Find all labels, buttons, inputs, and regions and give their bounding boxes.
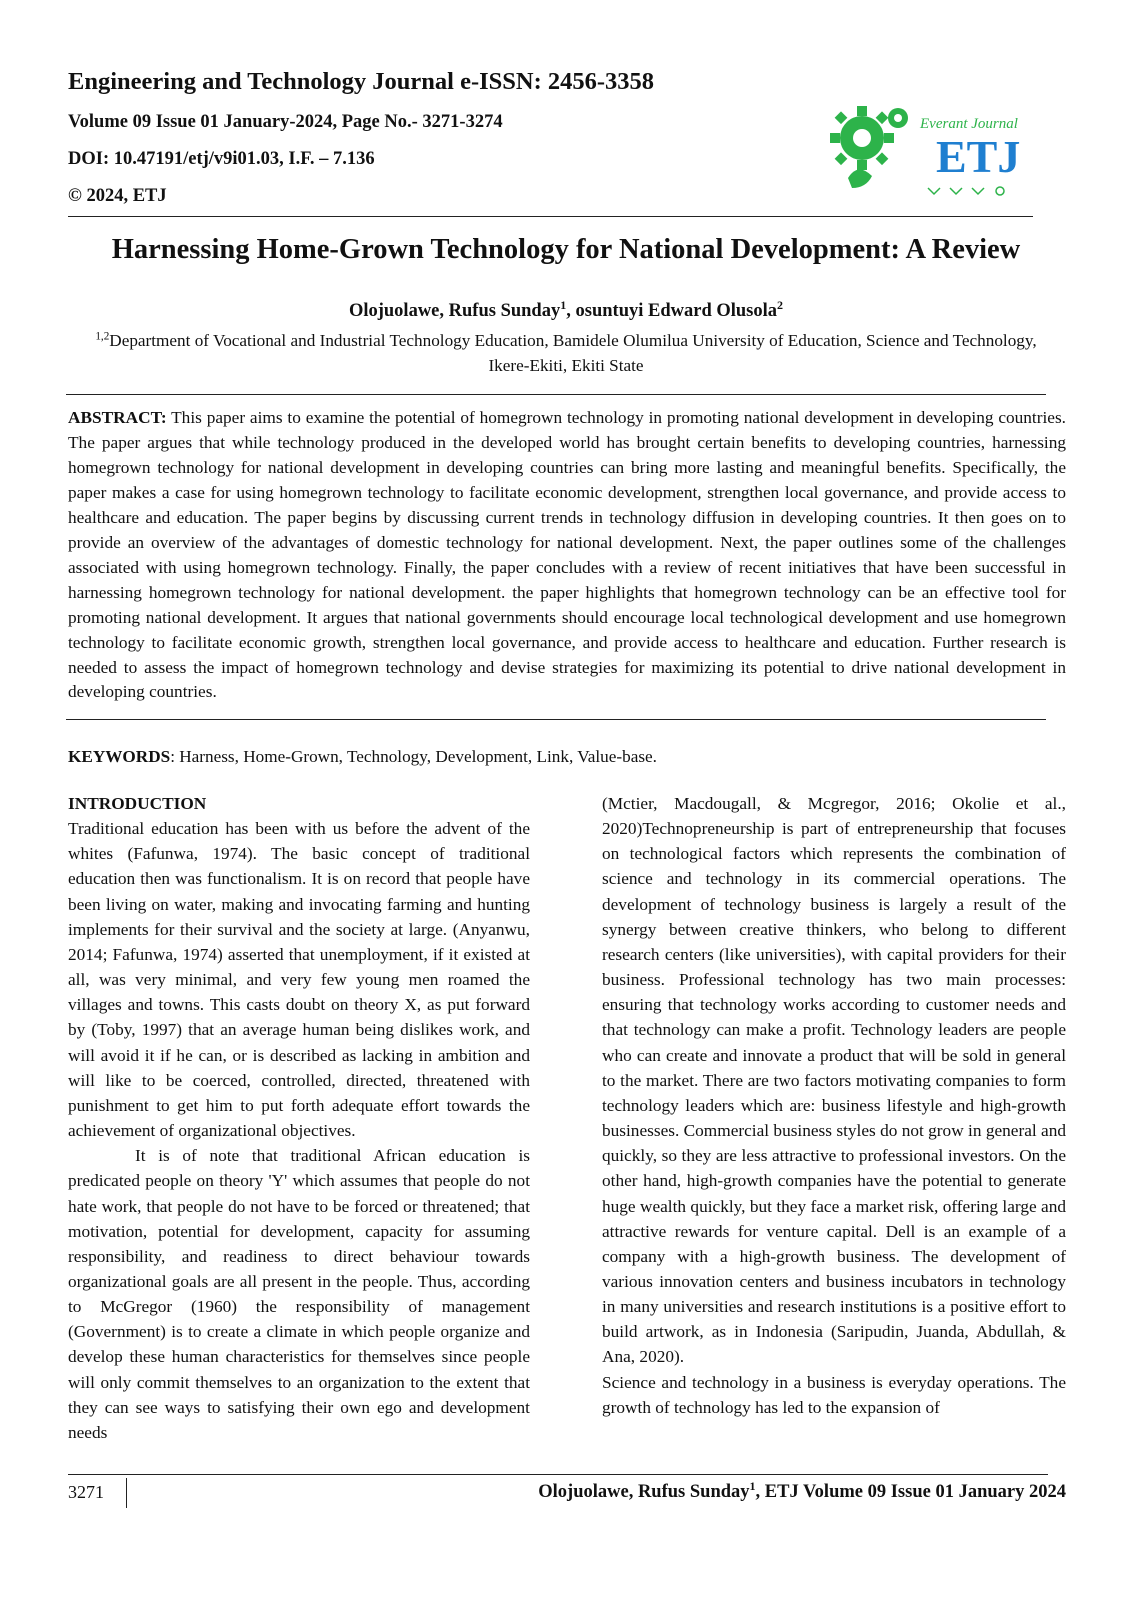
abstract xyxy=(68,406,1066,705)
header-rule xyxy=(68,216,1033,217)
keywords-text: : Harness, Home-Grown, Technology, Development, Link, Value-base. xyxy=(170,747,657,766)
intro-paragraph-1: Traditional education has been with us before the advent of the whites (Fafunwa, 1974). The basic concept of traditional education then was functionalism. It is on record that people have been living on water, making and invocating farming and hunting implements for their survival and the society at large. (Anyanwu, 2014; Fafunwa, 1974) asserted that unemployment, if it existed at all, was very minimal, and very few young men roamed the villages and towns. This casts doubt on theory X, as put forward by (Toby, 1997) that an average human being dislikes work, and will avoid it if he can, or is described as lacking in ambition and will like to be coerced, controlled, directed, threatened with punishment to get him to put forth adequate effort towards the achievement of organizational objectives. xyxy=(68,819,530,1141)
footer-divider xyxy=(126,1478,127,1508)
introduction-heading: INTRODUCTION xyxy=(68,794,207,813)
author-2: osuntuyi Edward Olusola xyxy=(575,301,778,321)
footer-issue: , ETJ Volume 09 Issue 01 January 2024 xyxy=(755,1482,1066,1502)
copyright: © 2024, ETJ xyxy=(68,186,167,206)
intro-paragraph-2: It is of note that traditional African education is predicated people on theory 'Y' which assumes that people do not hate work, that people do not have to be forced or threatened; that motivation, potential for development, capacity for assuming responsibility, and readiness to direct behaviour towards organizational goals are all present in the people. Thus, according to McGregor (1960) the responsibility of management (Government) is to create a climate in which people organize and develop these human characteristics for themselves since people will only commit themselves to an organization to the extent that they can see ways to satisfying their own ego and development needs xyxy=(68,1146,530,1442)
right-paragraph-1: (Mctier, Macdougall, & Mcgregor, 2016; Okolie et al., 2020)Technopreneurship is part of entrepreneurship that focuses on technological factors which represents the combination of science and technology in its commercial operations. The development of technology business is largely a result of the synergy between creative thinkers, who belong to different research centers (like universities), with capital providers for their business. Professional technology has two main processes: ensuring that technology works according to customer needs and that technology can make a profit. Technology leaders are people who can create and innovate a product that will be sold in general to the market. There are two factors motivating companies to form technology leaders which are: business lifestyle and high-growth businesses. Commercial business styles do not grow in general and quickly, so they are less attractive to professional investors. On the other hand, high-growth companies have the potential to generate huge wealth quickly, but they face a market risk, offering large and attractive rewards for venture capital. Dell is an example of a company with a high-growth business. The development of various innovation centers and business incubators in technology in many universities and research institutions is a positive effort to build artwork, as in Indonesia (Saripudin, Juanda, Abdullah, & Ana, 2020). xyxy=(602,794,1066,1367)
volume-info: Volume 09 Issue 01 January-2024, Page No.- 3271-3274 xyxy=(68,112,503,132)
logo-big-text: ETJ xyxy=(936,131,1021,182)
paper-title: Harnessing Home-Grown Technology for National Development: A Review xyxy=(111,234,1021,265)
right-column xyxy=(602,791,1066,1420)
page-number: 3271 xyxy=(68,1482,104,1502)
abstract-bottom-rule xyxy=(66,719,1046,720)
footer-citation xyxy=(538,1478,1066,1503)
author-1: Olojuolawe, Rufus Sunday xyxy=(348,301,561,321)
journal-logo xyxy=(828,92,1044,200)
gear-icon xyxy=(830,106,908,188)
author-2-sup: 2 xyxy=(777,297,784,312)
abstract-label: ABSTRACT: xyxy=(68,408,167,427)
decorative-marks-icon xyxy=(928,187,1004,195)
footer-sup: 1 xyxy=(749,1478,756,1493)
author-1-sup: 1 xyxy=(560,297,567,312)
doi-info: DOI: 10.47191/etj/v9i01.03, I.F. – 7.136 xyxy=(68,149,375,169)
journal-title: Engineering and Technology Journal e-ISSN: 2456-3358 xyxy=(68,68,655,95)
authors xyxy=(40,297,1092,322)
keywords xyxy=(68,747,657,767)
footer-author: Olojuolawe, Rufus Sunday xyxy=(538,1482,750,1502)
affiliation-sup: 1,2 xyxy=(95,330,110,343)
right-paragraph-2: Science and technology in a business is everyday operations. The growth of technology has led to the expansion of xyxy=(602,1372,1066,1417)
logo-small-text: Everant Journal xyxy=(920,116,1018,132)
author-separator: , xyxy=(566,301,576,321)
keywords-label: KEYWORDS xyxy=(68,747,171,766)
footer-rule xyxy=(68,1474,1048,1475)
affiliation-text: Department of Vocational and Industrial Technology Education, Bamidele Olumilua University of Education, Science and Technology, Ikere-Ekiti, Ekiti State xyxy=(109,331,1037,375)
abstract-text: This paper aims to examine the potential of homegrown technology in promoting national development in developing countries. The paper argues that while technology produced in the developed world has brought certain benefits to developing countries, harnessing homegrown technology for national development in developing countries can bring more lasting and meaningful benefits. Specifically, the paper makes a case for using homegrown technology to facilitate economic development, strengthen local governance, and provide access to healthcare and education. The paper begins by discussing current trends in technology diffusion in developing countries. It then goes on to provide an overview of the advantages of domestic technology for national development. Next, the paper outlines some of the challenges associated with using homegrown technology. Finally, the paper concludes with a review of recent initiatives that have been successful in harnessing homegrown technology for national development. the paper highlights that homegrown technology can be an effective tool for promoting national development. It argues that national governments should encourage local technological development and use homegrown technology to facilitate economic growth, strengthen local governance, and provide access to healthcare and education. Further research is needed to assess the impact of homegrown technology and devise strategies for maximizing its potential to drive national development in developing countries. xyxy=(68,408,1066,702)
left-column xyxy=(68,791,530,1445)
affiliation xyxy=(80,328,1052,378)
abstract-top-rule xyxy=(66,394,1046,395)
